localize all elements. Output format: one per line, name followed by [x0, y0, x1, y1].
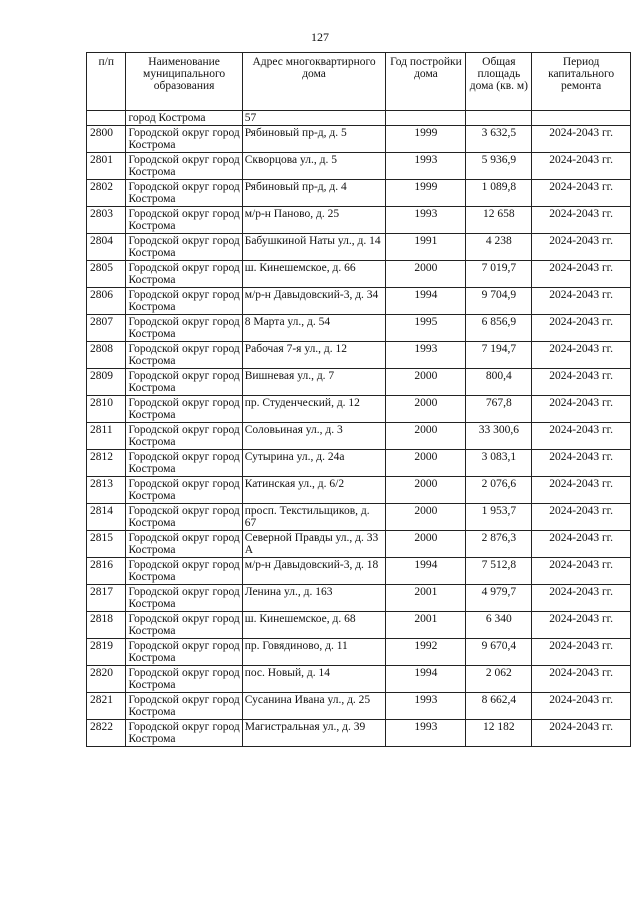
cell-municipality: Городской округ город Кострома [126, 126, 242, 153]
cell-municipality: Городской округ город Кострома [126, 423, 242, 450]
cell-address: просп. Текстильщиков, д. 67 [242, 504, 386, 531]
cell-municipality: Городской округ город Кострома [126, 612, 242, 639]
cell-period [532, 111, 631, 126]
cell-year: 2000 [386, 450, 466, 477]
cell-municipality: Городской округ город Кострома [126, 477, 242, 504]
cell-area: 4 979,7 [466, 585, 532, 612]
cell-num: 2815 [87, 531, 126, 558]
cell-year: 1995 [386, 315, 466, 342]
table-row [87, 396, 631, 423]
cell-num: 2801 [87, 153, 126, 180]
cell-year [386, 111, 466, 126]
table-row [87, 369, 631, 396]
table-row [87, 288, 631, 315]
cell-municipality: Городской округ город Кострома [126, 180, 242, 207]
cell-area: 12 658 [466, 207, 532, 234]
cell-area: 3 083,1 [466, 450, 532, 477]
cell-num: 2812 [87, 450, 126, 477]
cell-area: 3 632,5 [466, 126, 532, 153]
cell-address: Рябиновый пр-д, д. 4 [242, 180, 386, 207]
cell-address: пр. Студенческий, д. 12 [242, 396, 386, 423]
cell-year: 2001 [386, 585, 466, 612]
cell-area: 1 953,7 [466, 504, 532, 531]
cell-address: Рябиновый пр-д, д. 5 [242, 126, 386, 153]
cell-area: 6 856,9 [466, 315, 532, 342]
cell-address: м/р-н Паново, д. 25 [242, 207, 386, 234]
cell-address: Ленина ул., д. 163 [242, 585, 386, 612]
cell-municipality: Городской округ город Кострома [126, 639, 242, 666]
cell-period: 2024-2043 гг. [532, 207, 631, 234]
cell-year: 1999 [386, 180, 466, 207]
cell-year: 1993 [386, 207, 466, 234]
cell-year: 2000 [386, 423, 466, 450]
cell-year: 2000 [386, 261, 466, 288]
cell-area: 6 340 [466, 612, 532, 639]
cell-year: 1999 [386, 126, 466, 153]
table-row [87, 531, 631, 558]
cell-num: 2814 [87, 504, 126, 531]
cell-area: 7 512,8 [466, 558, 532, 585]
table-row [87, 207, 631, 234]
header-num: п/п [87, 53, 126, 111]
cell-municipality: город Кострома [126, 111, 242, 126]
cell-area: 7 019,7 [466, 261, 532, 288]
cell-period: 2024-2043 гг. [532, 585, 631, 612]
cell-period: 2024-2043 гг. [532, 423, 631, 450]
cell-year: 1992 [386, 639, 466, 666]
header-municipality: Наименование муниципального образования [126, 53, 242, 111]
table-row [87, 720, 631, 747]
cell-municipality: Городской округ город Кострома [126, 585, 242, 612]
cell-municipality: Городской округ город Кострома [126, 504, 242, 531]
cell-address: 8 Марта ул., д. 54 [242, 315, 386, 342]
cell-year: 1993 [386, 153, 466, 180]
cell-period: 2024-2043 гг. [532, 126, 631, 153]
cell-num: 2800 [87, 126, 126, 153]
cell-num: 2810 [87, 396, 126, 423]
cell-municipality: Городской округ город Кострома [126, 288, 242, 315]
table-row [87, 612, 631, 639]
cell-address: пос. Новый, д. 14 [242, 666, 386, 693]
cell-period: 2024-2043 гг. [532, 720, 631, 747]
header-address: Адрес многоквартирного дома [242, 53, 386, 111]
cell-municipality: Городской округ город Кострома [126, 666, 242, 693]
table-row [87, 666, 631, 693]
cell-period: 2024-2043 гг. [532, 342, 631, 369]
cell-num: 2821 [87, 693, 126, 720]
cell-area: 2 062 [466, 666, 532, 693]
cell-period: 2024-2043 гг. [532, 477, 631, 504]
cell-area: 8 662,4 [466, 693, 532, 720]
cell-address: Катинская ул., д. 6/2 [242, 477, 386, 504]
continuation-row [87, 111, 631, 126]
cell-year: 1994 [386, 288, 466, 315]
cell-period: 2024-2043 гг. [532, 396, 631, 423]
cell-num: 2803 [87, 207, 126, 234]
cell-municipality: Городской округ город Кострома [126, 261, 242, 288]
cell-address: Северной Правды ул., д. 33 А [242, 531, 386, 558]
cell-area: 2 876,3 [466, 531, 532, 558]
cell-num: 2809 [87, 369, 126, 396]
cell-period: 2024-2043 гг. [532, 558, 631, 585]
cell-period: 2024-2043 гг. [532, 234, 631, 261]
cell-year: 2001 [386, 612, 466, 639]
cell-area: 33 300,6 [466, 423, 532, 450]
cell-period: 2024-2043 гг. [532, 261, 631, 288]
cell-area: 7 194,7 [466, 342, 532, 369]
cell-address: 57 [242, 111, 386, 126]
table-row [87, 693, 631, 720]
cell-num: 2802 [87, 180, 126, 207]
cell-period: 2024-2043 гг. [532, 180, 631, 207]
cell-year: 1994 [386, 558, 466, 585]
cell-address: Магистральная ул., д. 39 [242, 720, 386, 747]
cell-area: 2 076,6 [466, 477, 532, 504]
table-row [87, 315, 631, 342]
cell-municipality: Городской округ город Кострома [126, 450, 242, 477]
cell-address: м/р-н Давыдовский-3, д. 34 [242, 288, 386, 315]
cell-num: 2818 [87, 612, 126, 639]
cell-year: 2000 [386, 477, 466, 504]
cell-municipality: Городской округ город Кострома [126, 369, 242, 396]
cell-num [87, 111, 126, 126]
header-area: Общая площадь дома (кв. м) [466, 53, 532, 111]
cell-num: 2819 [87, 639, 126, 666]
table-header-row [87, 53, 631, 111]
cell-area: 9 670,4 [466, 639, 532, 666]
cell-municipality: Городской округ город Кострома [126, 558, 242, 585]
cell-municipality: Городской округ город Кострома [126, 693, 242, 720]
cell-num: 2804 [87, 234, 126, 261]
cell-year: 2000 [386, 531, 466, 558]
cell-year: 2000 [386, 504, 466, 531]
cell-year: 1993 [386, 720, 466, 747]
cell-address: Сутырина ул., д. 24а [242, 450, 386, 477]
cell-year: 2000 [386, 396, 466, 423]
cell-address: ш. Кинешемское, д. 66 [242, 261, 386, 288]
cell-num: 2805 [87, 261, 126, 288]
table-row [87, 234, 631, 261]
cell-period: 2024-2043 гг. [532, 369, 631, 396]
table-row [87, 423, 631, 450]
cell-num: 2816 [87, 558, 126, 585]
cell-num: 2817 [87, 585, 126, 612]
cell-num: 2813 [87, 477, 126, 504]
cell-period: 2024-2043 гг. [532, 153, 631, 180]
table-row [87, 477, 631, 504]
cell-num: 2808 [87, 342, 126, 369]
header-year: Год постройки дома [386, 53, 466, 111]
cell-year: 1993 [386, 342, 466, 369]
cell-period: 2024-2043 гг. [532, 531, 631, 558]
table-row [87, 558, 631, 585]
cell-area: 9 704,9 [466, 288, 532, 315]
cell-year: 1993 [386, 693, 466, 720]
cell-area: 5 936,9 [466, 153, 532, 180]
cell-period: 2024-2043 гг. [532, 612, 631, 639]
cell-address: ш. Кинешемское, д. 68 [242, 612, 386, 639]
table-row [87, 342, 631, 369]
cell-address: пр. Говядиново, д. 11 [242, 639, 386, 666]
cell-address: Скворцова ул., д. 5 [242, 153, 386, 180]
cell-period: 2024-2043 гг. [532, 315, 631, 342]
table-body [87, 111, 631, 747]
cell-area [466, 111, 532, 126]
cell-num: 2820 [87, 666, 126, 693]
cell-address: Бабушкиной Наты ул., д. 14 [242, 234, 386, 261]
cell-address: м/р-н Давыдовский-3, д. 18 [242, 558, 386, 585]
cell-period: 2024-2043 гг. [532, 450, 631, 477]
cell-year: 2000 [386, 369, 466, 396]
cell-year: 1991 [386, 234, 466, 261]
table-row [87, 126, 631, 153]
table-row [87, 153, 631, 180]
cell-municipality: Городской округ город Кострома [126, 396, 242, 423]
cell-num: 2822 [87, 720, 126, 747]
housing-table [86, 52, 631, 747]
table-row [87, 639, 631, 666]
cell-period: 2024-2043 гг. [532, 639, 631, 666]
cell-address: Сусанина Ивана ул., д. 25 [242, 693, 386, 720]
cell-period: 2024-2043 гг. [532, 693, 631, 720]
cell-address: Соловьиная ул., д. 3 [242, 423, 386, 450]
header-period: Период капитального ремонта [532, 53, 631, 111]
cell-area: 1 089,8 [466, 180, 532, 207]
cell-municipality: Городской округ город Кострома [126, 720, 242, 747]
cell-num: 2807 [87, 315, 126, 342]
table-row [87, 504, 631, 531]
cell-num: 2811 [87, 423, 126, 450]
table-row [87, 180, 631, 207]
cell-area: 12 182 [466, 720, 532, 747]
table-row [87, 261, 631, 288]
cell-municipality: Городской округ город Кострома [126, 207, 242, 234]
table-row [87, 450, 631, 477]
cell-num: 2806 [87, 288, 126, 315]
cell-municipality: Городской округ город Кострома [126, 234, 242, 261]
cell-period: 2024-2043 гг. [532, 504, 631, 531]
cell-period: 2024-2043 гг. [532, 288, 631, 315]
cell-period: 2024-2043 гг. [532, 666, 631, 693]
cell-area: 800,4 [466, 369, 532, 396]
page-number: 127 [311, 30, 329, 44]
cell-municipality: Городской округ город Кострома [126, 531, 242, 558]
cell-year: 1994 [386, 666, 466, 693]
cell-municipality: Городской округ город Кострома [126, 342, 242, 369]
table-row [87, 585, 631, 612]
cell-area: 767,8 [466, 396, 532, 423]
cell-area: 4 238 [466, 234, 532, 261]
cell-address: Вишневая ул., д. 7 [242, 369, 386, 396]
cell-municipality: Городской округ город Кострома [126, 153, 242, 180]
cell-municipality: Городской округ город Кострома [126, 315, 242, 342]
cell-address: Рабочая 7-я ул., д. 12 [242, 342, 386, 369]
